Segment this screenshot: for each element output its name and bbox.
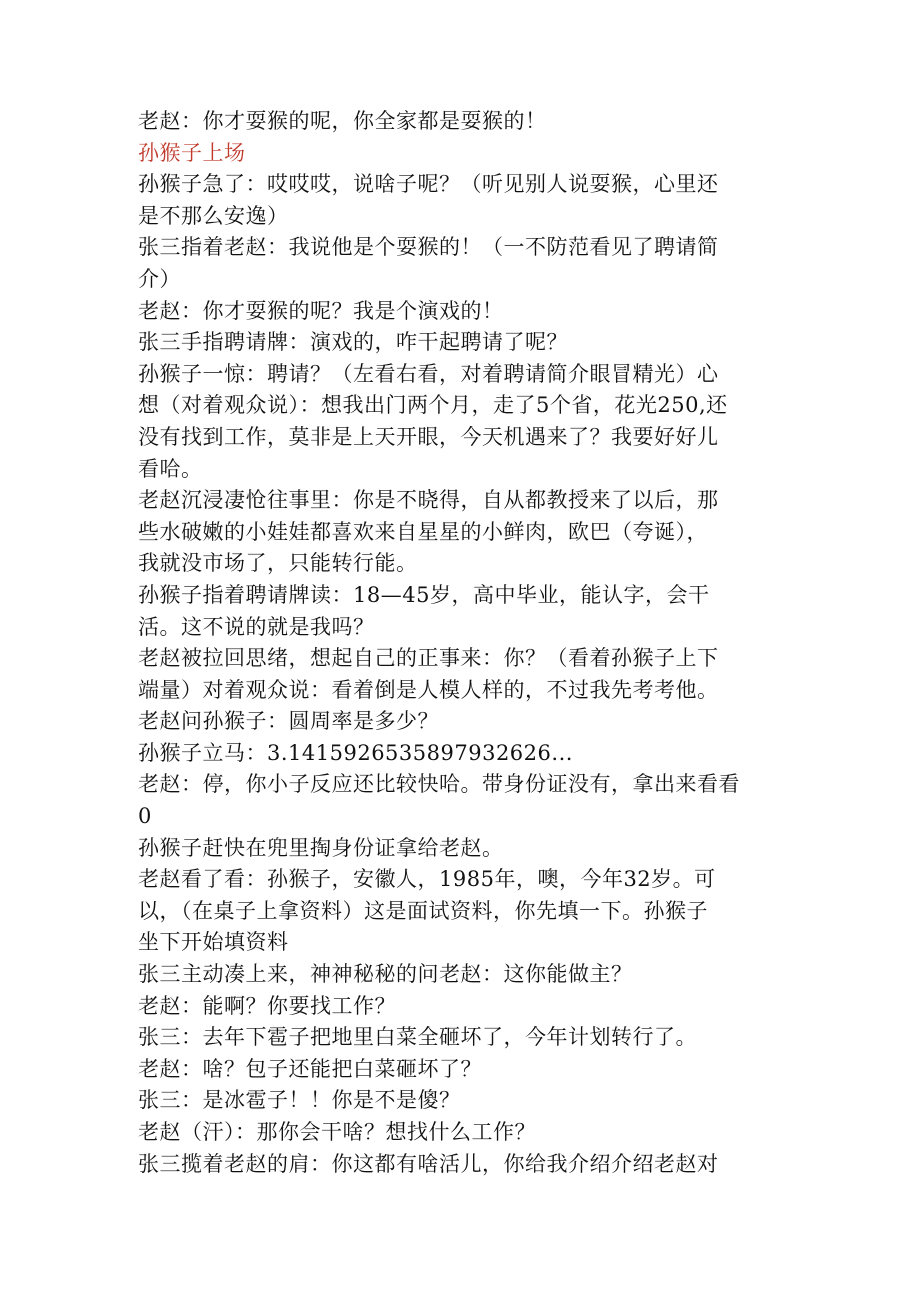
script-line: 老赵：你才耍猴的呢？我是个演戏的！ [138, 298, 504, 323]
script-line: 坐下开始填资料 [138, 930, 289, 955]
script-line: 张三主动凑上来，神神秘秘的问老赵：这你能做主？ [138, 962, 633, 987]
scene-heading: 孙猴子上场 [138, 140, 246, 165]
script-line: 端量）对着观众说：看着倒是人模人样的，不过我先考考他。 [138, 677, 719, 702]
script-line: 孙猴子一惊：聘请？（左看右看，对着聘请简介眼冒精光）心 [138, 361, 719, 386]
script-line: 介） [138, 266, 181, 291]
script-line: 张三：去年下雹子把地里白菜全砸坏了，今年计划转行了。 [138, 1025, 697, 1050]
script-line: 我就没市场了，只能转行能。 [138, 551, 418, 576]
script-line: 些水破嫩的小娃娃都喜欢来自星星的小鲜肉，欧巴（夸诞）， [138, 519, 708, 544]
script-line: 孙猴子赶快在兜里掏身份证拿给老赵。 [138, 835, 504, 860]
script-line: 老赵：能啊？你要找工作？ [138, 993, 396, 1018]
script-line: 没有找到工作，莫非是上天开眼，今天机遇来了？我要好好儿 [138, 424, 719, 449]
script-page [138, 106, 788, 1180]
script-line: 孙猴子指着聘请牌读：18—45岁，高中毕业，能认字，会干 [138, 582, 710, 607]
script-line: 老赵：你才耍猴的呢，你全家都是耍猴的！ [138, 109, 547, 133]
script-line: 想（对着观众说）：想我出门两个月，走了5个省，花光250,还 [138, 393, 728, 418]
script-line: 0 [138, 804, 152, 829]
script-line: 孙猴子急了：哎哎哎，说啥子呢？（听见别人说耍猴，心里还 [138, 172, 719, 197]
script-line: 活。这不说的就是我吗？ [138, 614, 375, 639]
script-line: 老赵问孙猴子：圆周率是多少？ [138, 709, 439, 734]
script-line: 老赵看了看：孙猴子，安徽人，1985年，噢，今年32岁。可 [138, 867, 716, 892]
script-line: 老赵：停，你小子反应还比较快哈。带身份证没有，拿出来看看 [138, 772, 740, 797]
script-line: 老赵（汗）：那你会干啥？想找什么工作？ [138, 1120, 536, 1144]
script-line: 老赵沉浸凄怆往事里：你是不晓得，自从都教授来了以后，那 [138, 488, 719, 513]
script-line: 张三揽着老赵的肩：你这都有啥活儿，你给我介绍介绍老赵对 [138, 1151, 719, 1176]
script-line: 老赵被拉回思绪，想起自己的正事来：你？（看着孙猴子上下 [138, 646, 719, 671]
script-line: 看哈。 [138, 456, 203, 481]
script-line: 张三：是冰雹子！！你是不是傻？ [138, 1088, 461, 1113]
script-line: 孙猴子立马：3.1415926535897932626... [138, 740, 573, 765]
script-line: 老赵：啥？包子还能把白菜砸坏了？ [138, 1056, 482, 1081]
script-line: 张三手指聘请牌：演戏的，咋干起聘请了呢？ [138, 330, 568, 355]
script-line: 张三指着老赵：我说他是个耍猴的！（一不防范看见了聘请简 [138, 235, 719, 260]
script-line: 以，（在桌子上拿资料）这是面试资料，你先填一下。孙猴子 [138, 898, 708, 923]
script-line: 是不那么安逸） [138, 203, 289, 228]
